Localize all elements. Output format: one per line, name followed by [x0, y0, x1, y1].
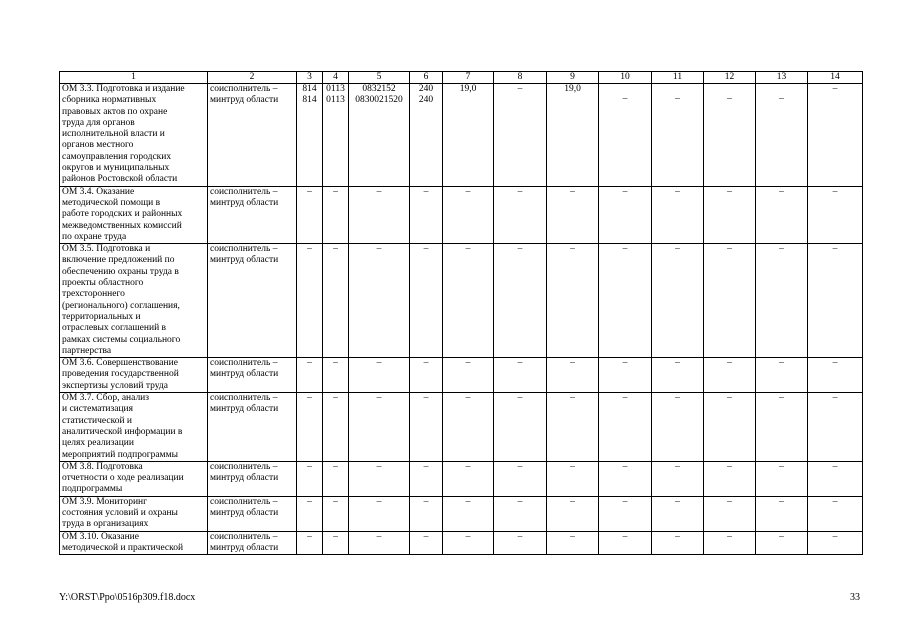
table-row — [60, 186, 863, 243]
value-cell: – — [323, 358, 349, 393]
value-cell: – — [349, 244, 410, 358]
value-cell: – — [297, 186, 323, 243]
measure-name: ОМ 3.5. Подготовка и включение предложений по обеспечению охраны труда в проекты областного трехстороннего (регионального) соглашения, территориальных и отраслевых соглашений в рамках системы социального партнерства — [60, 244, 208, 358]
value-cell: – — [599, 393, 652, 462]
value-cell: – — [808, 186, 863, 243]
value-cell: – — [808, 461, 863, 496]
executor-cell: соисполнитель – минтруд области — [208, 461, 297, 496]
page-number: 33 — [850, 592, 860, 603]
column-number: 13 — [756, 72, 808, 84]
value-cell: – — [756, 496, 808, 531]
table-row — [60, 244, 863, 358]
value-cell: – — [494, 393, 547, 462]
value-cell: – — [443, 186, 494, 243]
value-cell: – — [547, 461, 599, 496]
measure-name: ОМ 3.10. Оказание методической и практической — [60, 531, 208, 555]
value-cell: – — [410, 186, 443, 243]
value-cell: – — [704, 531, 756, 555]
value-cell: – — [704, 186, 756, 243]
column-number: 6 — [410, 72, 443, 84]
value-cell: – — [652, 531, 704, 555]
table-row — [60, 496, 863, 531]
value-cell: – — [323, 496, 349, 531]
value-cell: – — [494, 186, 547, 243]
file-path-footer: Y:\ORST\Ppo\0516p309.f18.docx — [59, 592, 196, 603]
column-number: 3 — [297, 72, 323, 84]
executor-cell: соисполнитель – минтруд области — [208, 496, 297, 531]
executor-cell: соисполнитель – минтруд области — [208, 186, 297, 243]
value-cell: – — [494, 461, 547, 496]
value-cell: – — [704, 496, 756, 531]
value-cell: – — [443, 393, 494, 462]
value-cell: – — [494, 244, 547, 358]
value-cell: – — [323, 244, 349, 358]
value-cell: – — [808, 393, 863, 462]
value-cell: – — [297, 496, 323, 531]
value-cell: – — [652, 84, 704, 187]
measure-name: ОМ 3.3. Подготовка и издание сборника нормативных правовых актов по охране труда для органов исполнительной власти и органов местного самоуправления городских округов и муниципальных районов Ростовской области — [60, 84, 208, 187]
value-cell: – — [323, 461, 349, 496]
value-cell: – — [297, 358, 323, 393]
column-number: 1 — [60, 72, 208, 84]
column-number: 9 — [547, 72, 599, 84]
value-cell: – — [349, 461, 410, 496]
value-cell: – — [756, 84, 808, 187]
value-cell: – — [808, 496, 863, 531]
value-cell: – — [443, 496, 494, 531]
column-number: 11 — [652, 72, 704, 84]
program-table — [59, 71, 863, 555]
value-cell: – — [547, 358, 599, 393]
value-cell: – — [349, 393, 410, 462]
value-cell: – — [652, 496, 704, 531]
value-cell: – — [652, 186, 704, 243]
column-number: 5 — [349, 72, 410, 84]
table-row — [60, 84, 863, 187]
value-cell: – — [547, 186, 599, 243]
measure-name: ОМ 3.8. Подготовка отчетности о ходе реализации подпрограммы — [60, 461, 208, 496]
value-cell: – — [704, 358, 756, 393]
column-number: 2 — [208, 72, 297, 84]
value-cell: – — [410, 461, 443, 496]
value-cell: – — [349, 358, 410, 393]
value-cell: – — [808, 358, 863, 393]
value-cell: – — [756, 358, 808, 393]
value-cell: – — [652, 244, 704, 358]
value-cell: – — [410, 358, 443, 393]
value-cell: – — [547, 531, 599, 555]
value-cell: – — [494, 358, 547, 393]
value-cell: 19,0 — [443, 84, 494, 187]
value-cell: – — [494, 531, 547, 555]
executor-cell: соисполнитель – минтруд области — [208, 84, 297, 187]
measure-name: ОМ 3.7. Сбор, анализ и систематизация статистической и аналитической информации в целях реализации мероприятий подпрограммы — [60, 393, 208, 462]
section-code-cell: 0113 0113 — [323, 84, 349, 187]
value-cell: – — [808, 531, 863, 555]
value-cell: – — [323, 531, 349, 555]
column-number: 8 — [494, 72, 547, 84]
measure-name: ОМ 3.4. Оказание методической помощи в работе городских и районных межведомственных комиссий по охране труда — [60, 186, 208, 243]
value-cell: – — [599, 461, 652, 496]
value-cell: – — [297, 244, 323, 358]
value-cell: – — [808, 244, 863, 358]
value-cell: – — [349, 186, 410, 243]
value-cell: – — [599, 531, 652, 555]
expense-type-cell: 240 240 — [410, 84, 443, 187]
value-cell: – — [599, 84, 652, 187]
column-number: 4 — [323, 72, 349, 84]
column-number: 12 — [704, 72, 756, 84]
executor-cell: соисполнитель – минтруд области — [208, 393, 297, 462]
value-cell: – — [756, 531, 808, 555]
table-row — [60, 461, 863, 496]
table-row — [60, 358, 863, 393]
value-cell: – — [410, 244, 443, 358]
value-cell: – — [547, 393, 599, 462]
value-cell: – — [599, 244, 652, 358]
value-cell: – — [323, 393, 349, 462]
value-cell: – — [349, 531, 410, 555]
column-number: 10 — [599, 72, 652, 84]
executor-cell: соисполнитель – минтруд области — [208, 531, 297, 555]
column-number-row — [60, 72, 863, 84]
value-cell: – — [599, 496, 652, 531]
column-number: 7 — [443, 72, 494, 84]
value-cell: – — [410, 393, 443, 462]
value-cell: – — [756, 461, 808, 496]
value-cell: – — [704, 393, 756, 462]
ministry-code-cell: 814 814 — [297, 84, 323, 187]
value-cell: – — [704, 461, 756, 496]
value-cell: – — [297, 531, 323, 555]
value-cell: – — [410, 531, 443, 555]
value-cell: – — [652, 393, 704, 462]
column-number: 14 — [808, 72, 863, 84]
value-cell: – — [494, 496, 547, 531]
table-row — [60, 531, 863, 555]
target-item-cell: 0832152 0830021520 — [349, 84, 410, 187]
value-cell: – — [756, 393, 808, 462]
value-cell: – — [704, 244, 756, 358]
value-cell: – — [323, 186, 349, 243]
value-cell: – — [704, 84, 756, 187]
value-cell: – — [652, 461, 704, 496]
value-cell: – — [599, 358, 652, 393]
value-cell: 19,0 — [547, 84, 599, 187]
value-cell: – — [494, 84, 547, 187]
value-cell: – — [756, 244, 808, 358]
value-cell: – — [652, 358, 704, 393]
executor-cell: соисполнитель – минтруд области — [208, 358, 297, 393]
table-row — [60, 393, 863, 462]
value-cell: – — [410, 496, 443, 531]
value-cell: – — [443, 358, 494, 393]
value-cell: – — [547, 244, 599, 358]
value-cell: – — [297, 461, 323, 496]
measure-name: ОМ 3.9. Мониторинг состояния условий и охраны труда в организациях — [60, 496, 208, 531]
value-cell: – — [808, 84, 863, 187]
value-cell: – — [443, 531, 494, 555]
value-cell: – — [443, 244, 494, 358]
value-cell: – — [547, 496, 599, 531]
value-cell: – — [443, 461, 494, 496]
executor-cell: соисполнитель – минтруд области — [208, 244, 297, 358]
value-cell: – — [297, 393, 323, 462]
value-cell: – — [599, 186, 652, 243]
value-cell: – — [756, 186, 808, 243]
measure-name: ОМ 3.6. Совершенствование проведения государственной экспертизы условий труда — [60, 358, 208, 393]
value-cell: – — [349, 496, 410, 531]
